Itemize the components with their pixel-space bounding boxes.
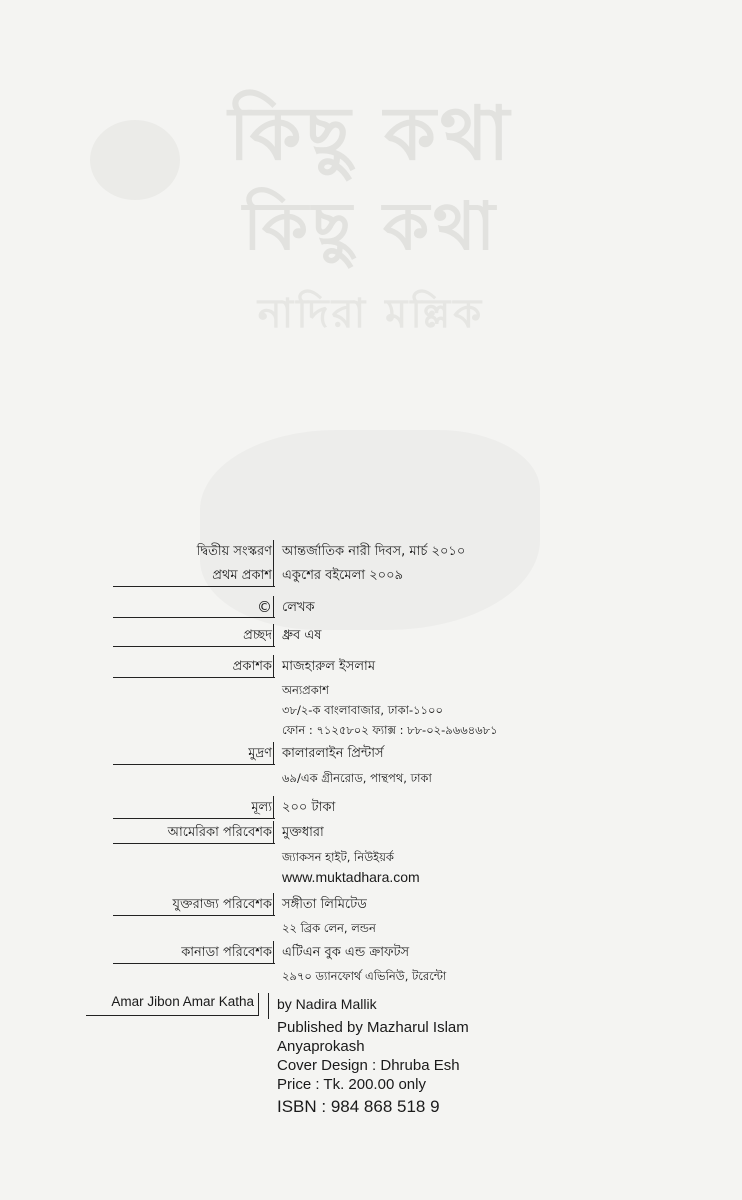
rule bbox=[113, 843, 275, 844]
rule bbox=[113, 764, 275, 765]
value-us-website: www.muktadhara.com bbox=[282, 869, 420, 885]
label-us-distributor: আমেরিকা পরিবেশক bbox=[167, 825, 272, 840]
rule bbox=[273, 742, 274, 765]
label-copyright: © bbox=[257, 598, 272, 616]
label-second-edition: দ্বিতীয় সংস্করণ bbox=[196, 544, 272, 559]
rule bbox=[273, 540, 274, 587]
label-price: মূল্য bbox=[251, 800, 272, 815]
ghost-smudge bbox=[200, 430, 540, 630]
english-author: by Nadira Mallik bbox=[277, 996, 377, 1012]
value-cover: ধ্রুব এষ bbox=[282, 628, 322, 643]
value-uk-distributor: সঙ্গীতা লিমিটেড bbox=[282, 897, 367, 912]
label-cover: প্রচ্ছদ bbox=[243, 628, 272, 643]
label-printing: মুদ্রণ bbox=[248, 746, 272, 761]
english-cover-design: Cover Design : Dhruba Esh bbox=[277, 1057, 460, 1074]
rule bbox=[113, 646, 275, 647]
rule bbox=[273, 893, 274, 916]
value-publisher-address: ৩৮/২-ক বাংলাবাজার, ঢাকা-১১০০ bbox=[282, 703, 443, 717]
label-first-edition: প্রথম প্রকাশ bbox=[212, 568, 272, 583]
value-first-edition: একুশের বইমেলা ২০০৯ bbox=[282, 568, 404, 583]
ghost-author: নাদিরা মল্লিক bbox=[257, 291, 485, 337]
english-publisher: Published by Mazharul Islam bbox=[277, 1019, 469, 1036]
value-printer-address: ৬৯/এক গ্রীনরোড, পান্থপথ, ঢাকা bbox=[282, 771, 432, 785]
rule bbox=[113, 818, 275, 819]
value-canada-distributor: এটিএন বুক এন্ড ক্রাফটস bbox=[282, 945, 410, 960]
rule bbox=[273, 821, 274, 844]
value-price: ২০০ টাকা bbox=[282, 800, 336, 815]
rule bbox=[273, 624, 274, 647]
value-publisher: মাজহারুল ইসলাম bbox=[282, 659, 376, 674]
label-canada-distributor: কানাডা পরিবেশক bbox=[181, 945, 272, 960]
rule bbox=[113, 617, 275, 618]
english-title: Amar Jibon Amar Katha bbox=[111, 994, 254, 1009]
value-us-distributor: মুক্তধারা bbox=[282, 825, 324, 840]
ghost-title-line1: কিছু কথা bbox=[228, 91, 514, 177]
rule bbox=[113, 586, 275, 587]
english-isbn: ISBN : 984 868 518 9 bbox=[277, 1097, 440, 1116]
rule bbox=[113, 963, 275, 964]
rule bbox=[273, 655, 274, 678]
value-copyright: লেখক bbox=[282, 600, 315, 615]
english-imprint: Anyaprokash bbox=[277, 1038, 365, 1055]
rule bbox=[113, 915, 275, 916]
ghost-title-line2: কিছু কথা bbox=[242, 188, 500, 265]
rule bbox=[273, 941, 274, 964]
label-publisher: প্রকাশক bbox=[232, 659, 272, 674]
value-publisher-phone: ফোন : ৭১২৫৮০২ ফ্যাক্স : ৮৮-০২-৯৬৬৪৬৮১ bbox=[282, 723, 498, 737]
value-second-edition: আন্তর্জাতিক নারী দিবস, মার্চ ২০১০ bbox=[282, 544, 466, 559]
value-us-address: জ্যাকসন হাইট, নিউইয়র্ক bbox=[282, 850, 394, 864]
english-title-box bbox=[86, 993, 259, 1016]
rule bbox=[113, 677, 275, 678]
rule bbox=[273, 596, 274, 618]
rule bbox=[273, 796, 274, 819]
english-price: Price : Tk. 200.00 only bbox=[277, 1076, 426, 1093]
value-uk-address: ২২ ব্রিক লেন, লন্ডন bbox=[282, 921, 376, 935]
value-printer: কালারলাইন প্রিন্টার্স bbox=[282, 746, 384, 761]
label-uk-distributor: যুক্তরাজ্য পরিবেশক bbox=[172, 897, 272, 912]
value-publisher-imprint: অন্যপ্রকাশ bbox=[282, 683, 329, 697]
value-canada-address: ২৯৭০ ড্যানফোর্থ এভিনিউ, টরেন্টো bbox=[282, 969, 447, 983]
rule bbox=[268, 993, 269, 1019]
